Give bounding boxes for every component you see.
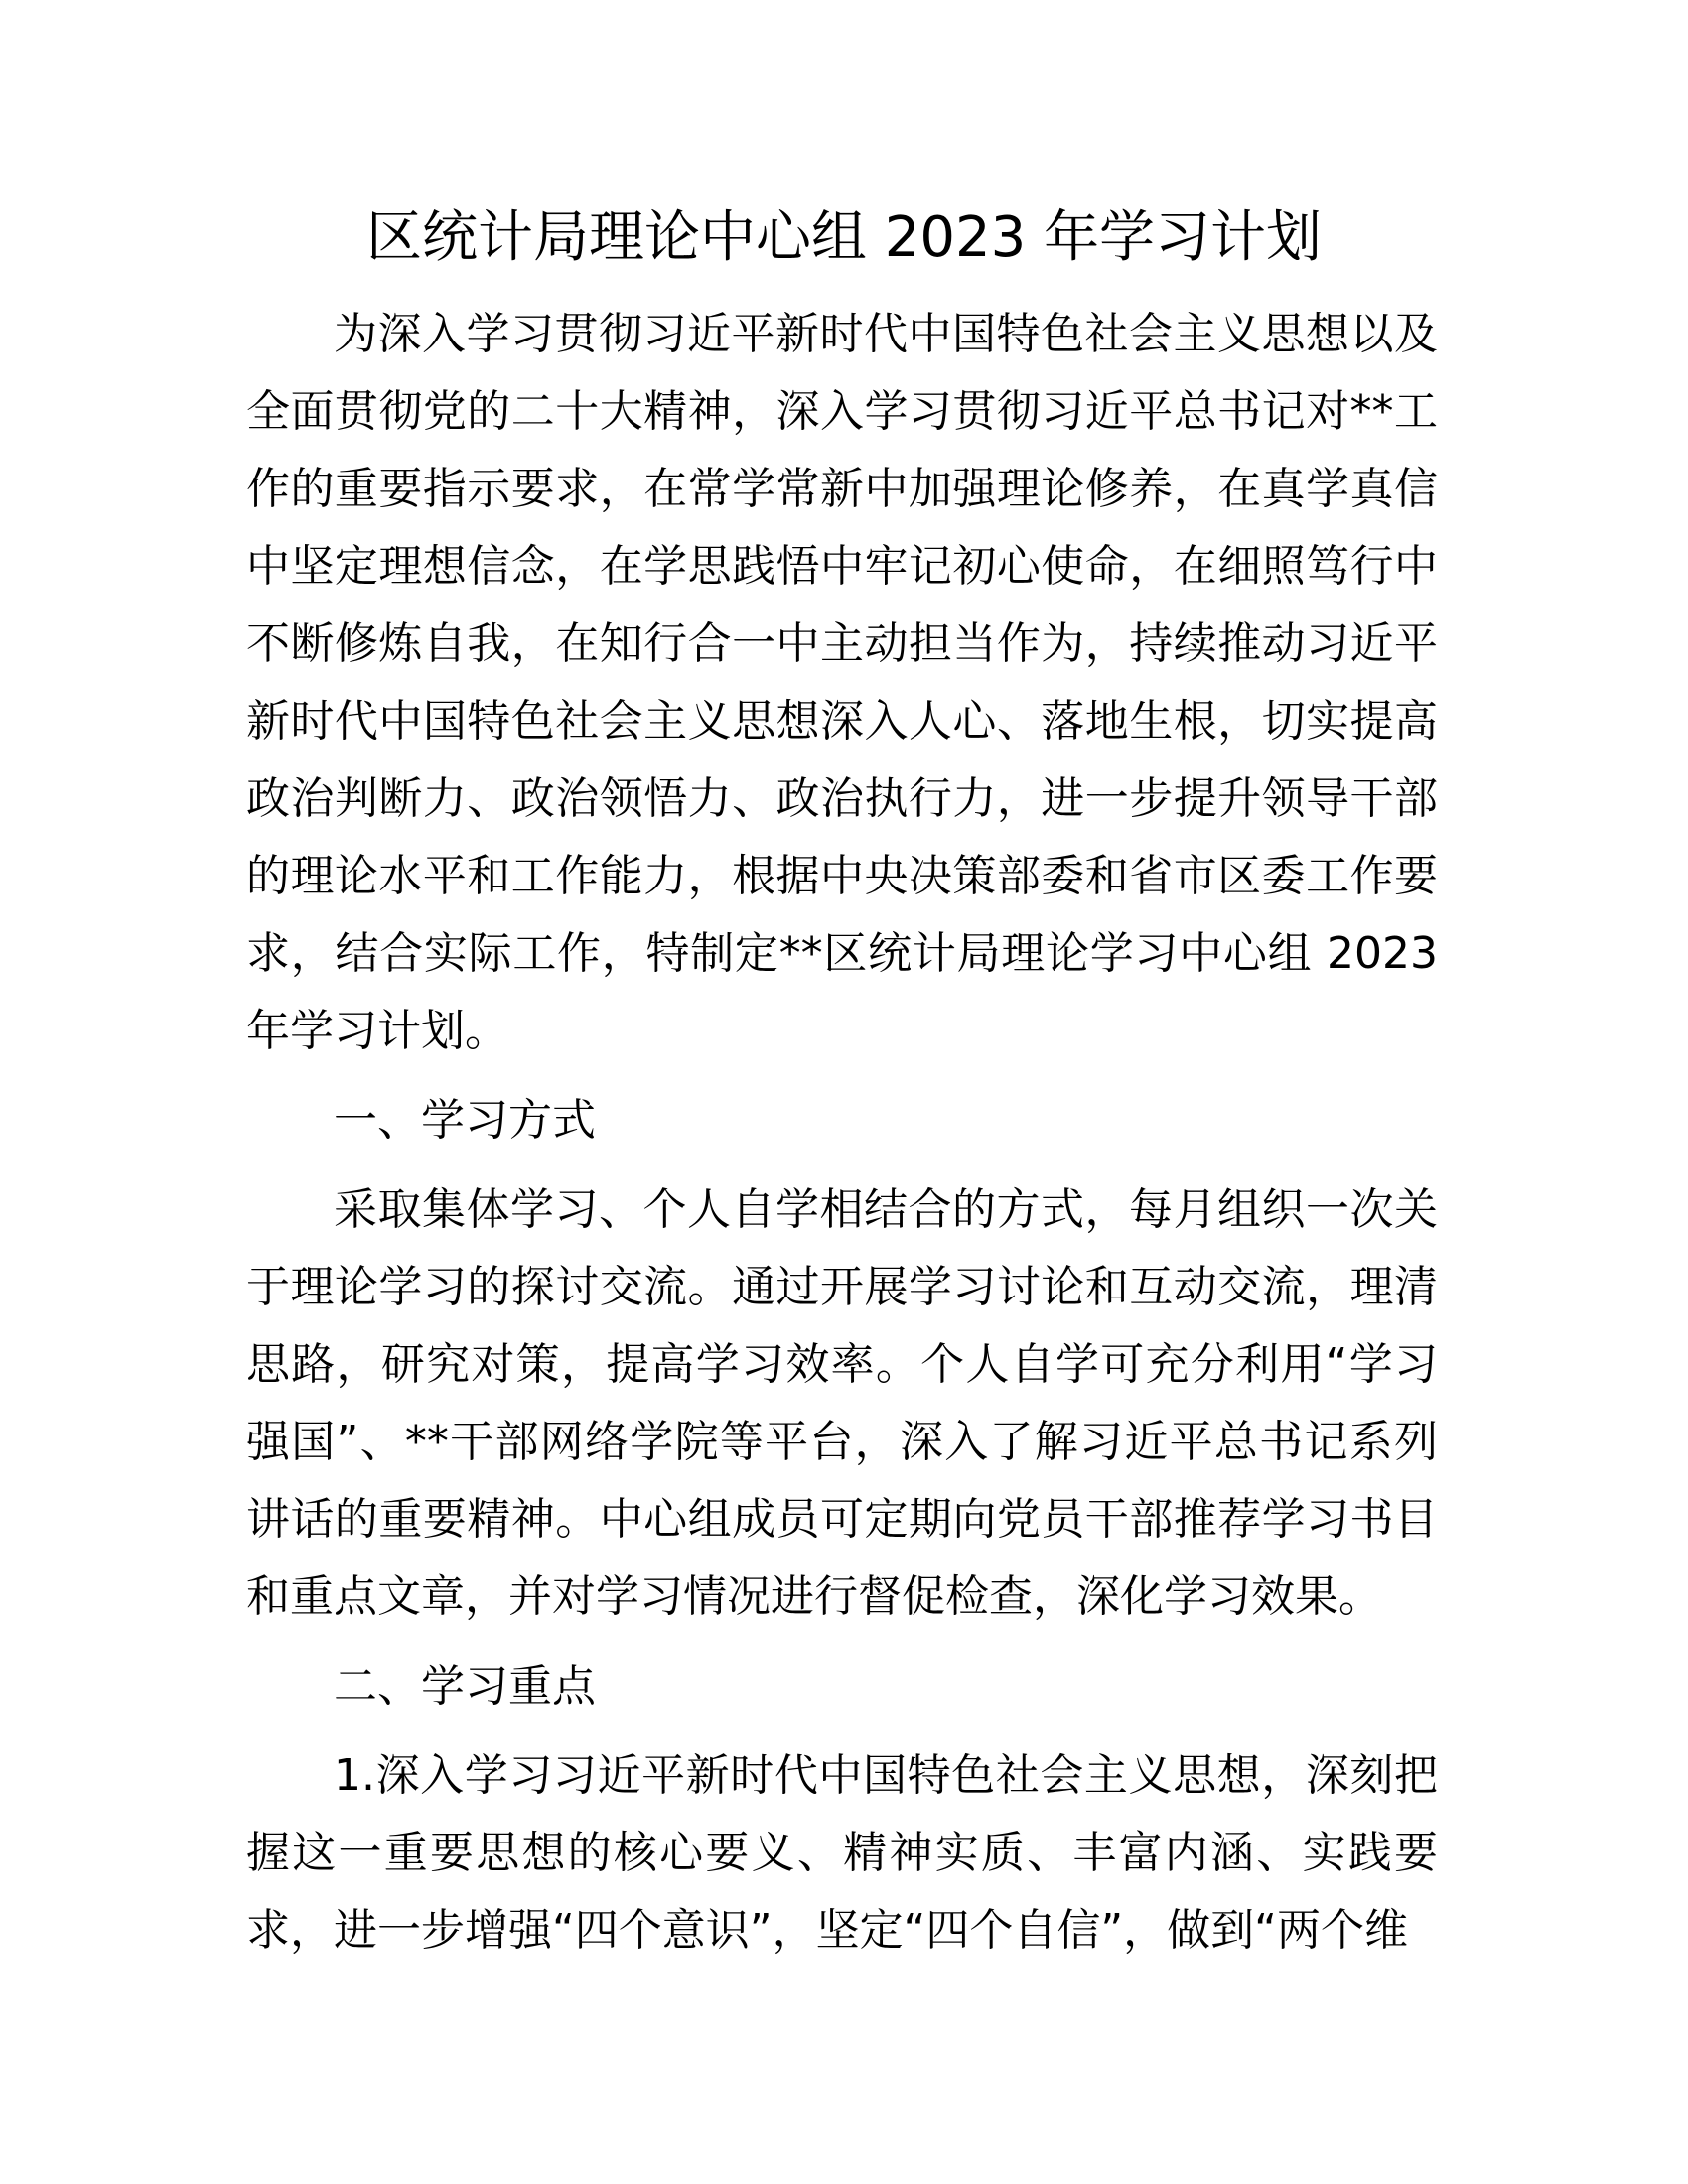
paragraph-gap: [246, 1070, 1438, 1082]
document-body: [246, 296, 1438, 1970]
document-title: 区统计局理论中心组 2023 年学习计划: [365, 205, 1323, 270]
paragraph-gap: [246, 1725, 1438, 1737]
paragraph-gap: [246, 1160, 1438, 1171]
section-heading-study-method: 一、学习方式: [334, 1095, 596, 1146]
section-heading-study-focus: 二、学习重点: [334, 1661, 596, 1711]
paragraph-gap: [246, 1636, 1438, 1648]
study-focus-item-1: 1.深入学习习近平新时代中国特色社会主义思想，深刻把握这一重要思想的核心要义、精神实质、丰富内涵、实践要求，进一步增强“四个意识”，坚定“四个自信”，做到“两个维: [246, 1750, 1438, 1956]
intro-paragraph: 为深入学习贯彻习近平新时代中国特色社会主义思想以及全面贯彻党的二十大精神，深入学习贯彻习近平总书记对**工作的重要指示要求，在常学常新中加强理论修养，在真学真信中坚定理想信念，在学思践悟中牢记初心使命，在细照笃行中不断修炼自我，在知行合一中主动担当作为，持续推动习近平新时代中国特色社会主义思想深入人心、落地生根，切实提高政治判断力、政治领悟力、政治执行力，进一步提升领导干部的理论水平和工作能力，根据中央决策部委和省市区委工作要求，结合实际工作，特制定**区统计局理论学习中心组 2023 年学习计划。: [246, 309, 1438, 1056]
study-method-paragraph: 采取集体学习、个人自学相结合的方式，每月组织一次关于理论学习的探讨交流。通过开展学习讨论和互动交流，理清思路，研究对策，提高学习效率。个人自学可充分利用“学习强国”、**干部网络学院等平台，深入了解习近平总书记系列讲话的重要精神。中心组成员可定期向党员干部推荐学习书目和重点文章，并对学习情况进行督促检查，深化学习效果。: [246, 1184, 1438, 1622]
